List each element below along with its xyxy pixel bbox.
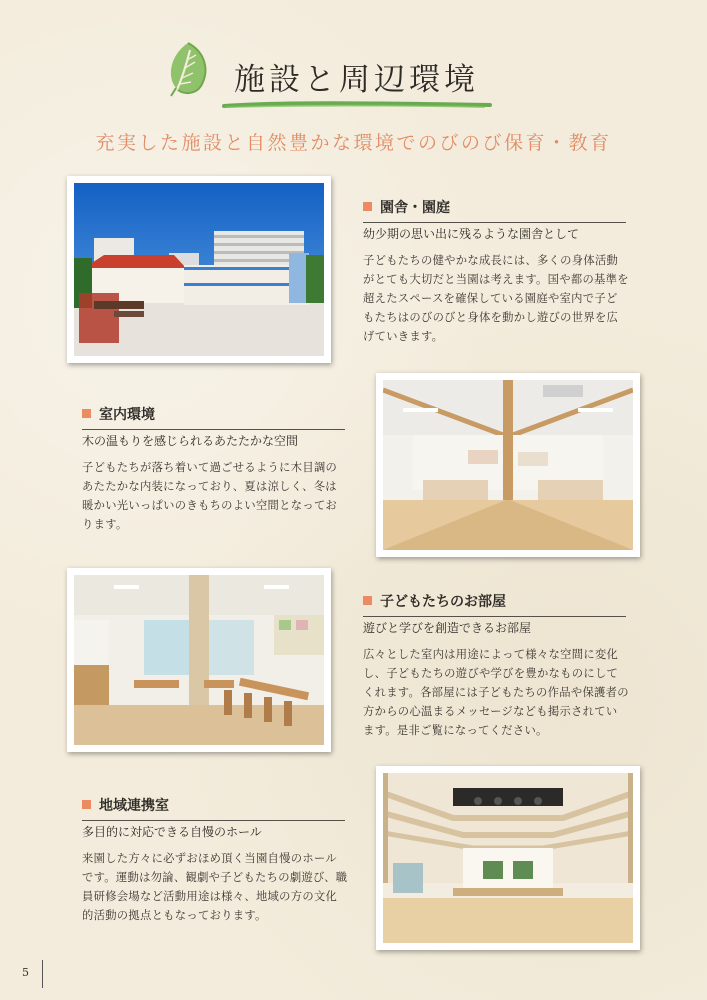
section-heading-enshaen: 園舎・園庭 bbox=[363, 197, 626, 223]
bullet-square-icon bbox=[363, 596, 372, 605]
section-heading-shitsunai: 室内環境 bbox=[82, 404, 345, 430]
section-lead-chiiki: 多目的に対応できる自慢のホール bbox=[82, 825, 262, 839]
page-number: 5 bbox=[22, 966, 29, 979]
section-lead-shitsunai: 木の温もりを感じられるあたたかな空間 bbox=[82, 434, 299, 448]
section-lead-heya: 遊びと学びを創造できるお部屋 bbox=[363, 621, 532, 635]
section-body-shitsunai: 子どもたちが落ち着いて過ごせるように木目調のあたたかな内装になっており、夏は涼しく、冬は暖かい光いっぱいのきもちのよい空間となっております。 bbox=[82, 461, 338, 531]
section-lead-enshaen: 幼少期の思い出に残るような園舎として bbox=[363, 227, 580, 241]
leaf-icon bbox=[163, 40, 213, 102]
photo-classroom bbox=[67, 568, 331, 752]
page-number-divider bbox=[42, 960, 43, 988]
photo-interior-hallway bbox=[376, 373, 640, 557]
section-body-enshaen: 子どもたちの健やかな成長には、多くの身体活動がとても大切だと当園は考えます。国や都の基準を超えたスペースを確保している園庭や室内で子どもたちはのびのびと身体を動かし遊びの世界を広げていきます。 bbox=[363, 254, 629, 343]
bullet-square-icon bbox=[363, 202, 372, 211]
bullet-square-icon bbox=[82, 800, 91, 809]
photo-community-hall bbox=[376, 766, 640, 950]
section-body-chiiki: 来園した方々に必ずおほめ頂く当園自慢のホールです。運動は勿論、観劇や子どもたちの劇遊び、職員研修会場など活動用途は様々、地域の方の文化的活動の拠点ともなっております。 bbox=[82, 852, 348, 922]
section-heading-chiiki: 地域連携室 bbox=[82, 795, 345, 821]
bullet-square-icon bbox=[82, 409, 91, 418]
section-heading-heya: 子どもたちのお部屋 bbox=[363, 591, 626, 617]
photo-building-exterior bbox=[67, 176, 331, 363]
title-brush-underline bbox=[222, 96, 492, 115]
section-body-heya: 広々とした室内は用途によって様々な空間に変化し、子どもたちの遊びや学びを豊かなものにしてくれます。各部屋には子どもたちの作品や保護者の方からの心温まるメッセージなども掲示されています。是非ご覧になってください。 bbox=[363, 648, 629, 737]
page-subtitle: 充実した施設と自然豊かな環境でのびのび保育・教育 bbox=[95, 132, 612, 154]
page-title: 施設と周辺環境 bbox=[234, 62, 479, 98]
